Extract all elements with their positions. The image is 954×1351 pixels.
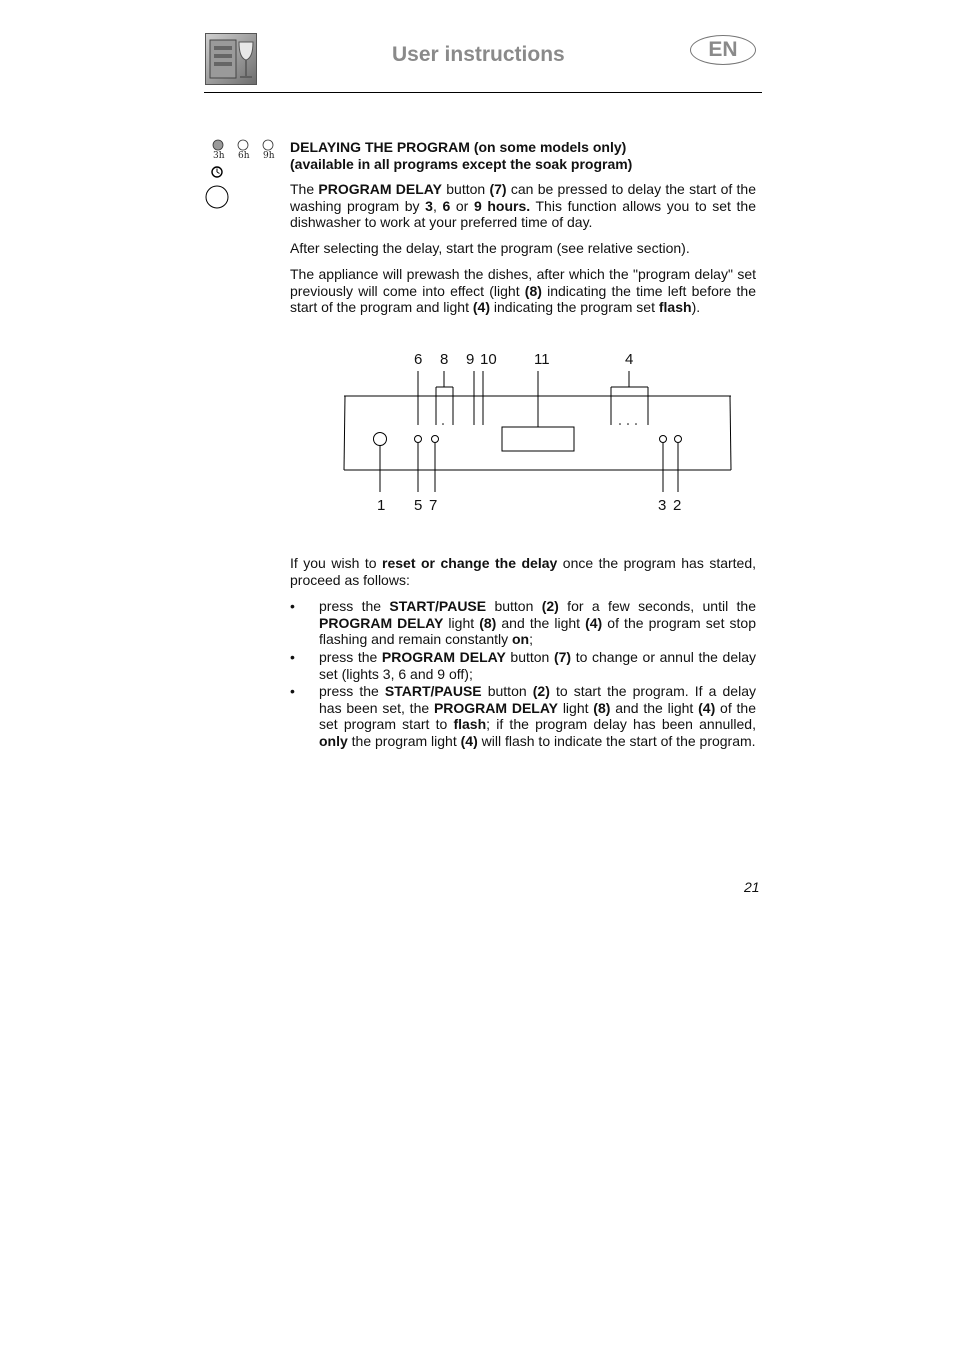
light-3h-icon — [213, 140, 223, 150]
callout-8: 8 — [440, 351, 449, 368]
page-title: User instructions — [392, 43, 565, 66]
callout-2: 2 — [673, 497, 682, 514]
indicator-3 — [660, 436, 667, 443]
indicator-2 — [675, 436, 682, 443]
bullet-symbol: • — [290, 649, 295, 665]
indicator-5 — [415, 436, 422, 443]
light-9h-icon — [263, 140, 273, 150]
delay-label-3h: 3h — [213, 151, 225, 161]
display-window — [502, 427, 574, 451]
callout-5: 5 — [414, 497, 423, 514]
delay-lights-icon — [205, 138, 280, 213]
list-item — [290, 683, 756, 750]
indicator-7 — [432, 436, 439, 443]
light-6h-icon — [238, 140, 248, 150]
section-heading — [290, 139, 756, 172]
dishwasher-glass-icon — [206, 34, 256, 84]
list-item — [290, 598, 756, 648]
delay-label-9h: 9h — [263, 151, 275, 161]
callout-4: 4 — [625, 351, 634, 368]
header-divider — [204, 92, 762, 93]
bullet-text: press the PROGRAM DELAY button (7) to change or annul the delay set (lights 3, 6 and 9 off); — [319, 649, 757, 682]
paragraph-start-program: After selecting the delay, start the program (see relative section). — [290, 240, 690, 256]
paragraph-prewash: The appliance will prewash the dishes, after which the "program delay" set previously will come into effect (light (8) indicating the time left before the start of the program and light (4) indicating the program set flash). — [290, 266, 756, 316]
bullet-symbol: • — [290, 598, 295, 614]
delay-label-6h: 6h — [238, 151, 250, 161]
clock-icon — [212, 167, 222, 177]
bullet-symbol: • — [290, 683, 295, 699]
callout-9: 9 — [466, 351, 475, 368]
delay-lights-graphic — [205, 138, 280, 213]
section-heading-line2: (available in all programs except the soak program) — [290, 155, 633, 172]
callout-7: 7 — [429, 497, 438, 514]
callout-10: 10 — [480, 351, 497, 368]
bullet-text: press the START/PAUSE button (2) for a few seconds, until the PROGRAM DELAY light (8) and the light (4) of the program set stop flashing and remain constantly on; — [319, 598, 757, 648]
control-panel-drawing — [340, 345, 740, 520]
section-heading-line1: DELAYING THE PROGRAM (on some models only) — [290, 139, 627, 155]
paragraph-program-delay: The PROGRAM DELAY button (7) can be pressed to delay the start of the washing program by 3, 6 or 9 hours. This function allows you to set the dishwasher to work at your preferred time of day. — [290, 181, 757, 231]
main-knob — [374, 433, 387, 446]
callout-1: 1 — [377, 497, 386, 514]
callout-3: 3 — [658, 497, 667, 514]
list-item — [290, 649, 756, 682]
paragraph-reset-delay: If you wish to reset or change the delay once the program has started, proceed as follows: — [290, 555, 757, 588]
round-button-icon — [206, 186, 228, 208]
manual-logo-image — [205, 33, 257, 85]
callout-6: 6 — [414, 351, 423, 368]
language-badge: EN — [690, 35, 756, 65]
control-panel-diagram — [340, 345, 740, 520]
callout-11: 11 — [534, 351, 550, 368]
bullet-text: press the START/PAUSE button (2) to start the program. If a delay has been set, the PROGRAM DELAY light (8) and the light (4) of the set program start to flash; if the program delay has been annulled, only the program light (4) will flash to indicate the start of the program. — [319, 683, 756, 750]
page-number: 21 — [744, 879, 760, 895]
